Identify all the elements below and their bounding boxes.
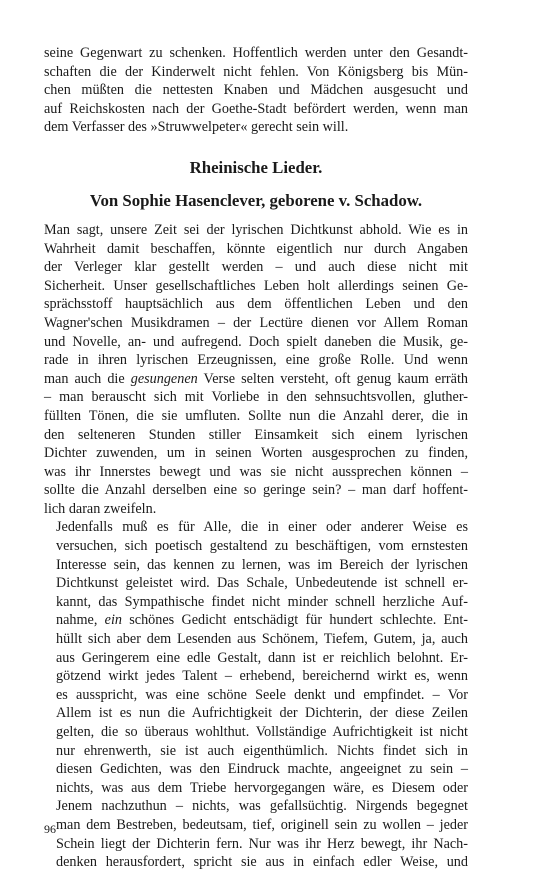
text-line: seine Gegenwart zu schenken. Hoffentlich werden unter den Gesandt- <box>44 45 468 61</box>
text-line: man dem Bestreben, bedeutsam, tief, originell sein zu wollen – jeder <box>56 816 468 833</box>
text-line <box>44 611 468 630</box>
text-line: nichts, was aus dem Triebe hervorgegangen wäre, es Diesem oder <box>56 779 468 796</box>
text-line: aus Geringerem eine edle Gestalt, dann ist er reichlich belohnt. Er- <box>56 649 468 666</box>
paragraph-2 <box>44 518 468 871</box>
text-line: Jedenfalls muß es für Alle, die in einer oder anderer Weise es <box>56 519 468 536</box>
text-line: Wagner'schen Musikdramen – der Lectüre dienen vor Allem Roman <box>44 314 468 331</box>
text-line: sollte die Anzahl derselben eine so geringe sein? – man darf hoffent- <box>44 482 468 499</box>
text-line: versuchen, sich poetisch gestaltend zu beschäftigen, vom ernstesten <box>56 538 468 555</box>
text-line: auf Reichskosten nach der Goethe-Stadt befördert werden, wenn man <box>44 100 468 117</box>
text-line: götzend wirkt jedes Talent – erhebend, bereichernd wirkt es, wenn <box>56 668 468 685</box>
text-line: chen müßten die nettesten Knaben und Mädchen ausgesucht und <box>44 82 468 99</box>
text-segment: Verse selten versteht, oft genug kaum erräth <box>197 370 468 387</box>
text-line: gelten, die so überaus wohlthut. Vollständige Aufrichtigkeit ist nicht <box>56 724 468 740</box>
text-line: Dichtkunst geleistet wird. Das Schale, Unbedeutende ist schnell er- <box>56 575 468 592</box>
text-line: Wahrheit damit beschaffen, könnte eigentlich nur durch Angaben <box>44 240 468 257</box>
emphasized-word: ein <box>104 612 122 629</box>
text-line: der Verleger klar gestellt werden – und auch diese nicht mit <box>44 259 468 276</box>
book-page <box>44 44 468 872</box>
text-line: diesen Gedichten, was den Eindruck machte, angeeignet zu sein – <box>56 761 468 778</box>
text-line: was ihr Innerstes bewegt und was sie nicht aussprechen können – <box>44 463 468 480</box>
page-number: 96 <box>44 822 56 836</box>
text-line: Jenem nachzuthun – nichts, was gefallsüchtig. Nirgends begegnet <box>56 798 468 815</box>
text-line: rade in ihren lyrischen Erzeugnissen, eine große Rolle. Und wenn <box>44 352 468 369</box>
text-line: Man sagt, unsere Zeit sei der lyrischen Dichtkunst abhold. Wie es in <box>44 221 468 238</box>
section-subheading: Von Sophie Hasenclever, geborene v. Schadow. <box>89 190 423 210</box>
text-line: lich daran zweifeln. <box>44 500 157 517</box>
text-line: hüllt sich aber dem Lesenden aus Schönem, Tiefem, Gutem, ja, auch <box>56 631 468 648</box>
text-line <box>44 370 468 389</box>
text-line: es ausspricht, was eine schöne Seele denkt und empfindet. – Vor <box>56 686 468 703</box>
text-segment: man auch die <box>44 370 131 387</box>
text-line: füllten Tönen, die sie umfluten. Sollte nun die Anzahl derer, die in <box>44 407 468 424</box>
text-line: Schein liegt der Dichterin fern. Nur was ihr Herz bewegt, ihr Nach- <box>56 835 468 852</box>
text-line: und Novelle, an- und aufregend. Doch spielt daneben die Musik, ge- <box>44 333 468 350</box>
text-segment: schönes Gedicht entschädigt für hundert schlechte. Ent- <box>121 612 468 629</box>
text-segment: nahme, <box>56 612 105 629</box>
text-line: Interesse sein, das kennen zu lernen, was im Bereich der lyrischen <box>56 556 468 573</box>
text-line: sprächsstoff hauptsächlich aus dem öffentlichen Leben und den <box>44 296 468 313</box>
text-line: nur ehrenwerth, sie ist auch eigenthümlich. Nichts findet sich in <box>56 742 468 759</box>
text-line: Sicherheit. Unser gesellschaftliches Leben holt allerdings seinen Ge- <box>44 277 468 294</box>
text-line: kannt, das Sympathische findet nicht minder schnell herzliche Auf- <box>56 593 468 610</box>
section-heading: Rheinische Lieder. <box>189 157 323 177</box>
text-line: Dichter zuwenden, um in seinen Worten ausgesprochen zu finden, <box>44 445 468 462</box>
text-line: denken herausfordert, spricht sie aus in einfach edler Weise, und <box>56 854 468 871</box>
text-line: – man berauscht sich mit Vorliebe in den sehnsuchtsvollen, gluther- <box>44 389 468 406</box>
continuation-paragraph <box>44 44 468 137</box>
paragraph-1 <box>44 221 468 519</box>
text-line: dem Verfasser des »Struwwelpeter« gerecht sein will. <box>44 119 349 136</box>
text-line: schaften die der Kinderwelt nicht fehlen. Von Königsberg bis Mün- <box>44 63 468 80</box>
text-line: den selteneren Stunden stiller Einsamkeit sich einem lyrischen <box>44 426 468 443</box>
emphasized-word: gesungenen <box>130 370 198 387</box>
text-line: Allem ist es nun die Aufrichtigkeit der Dichterin, der diese Zeilen <box>56 705 468 722</box>
